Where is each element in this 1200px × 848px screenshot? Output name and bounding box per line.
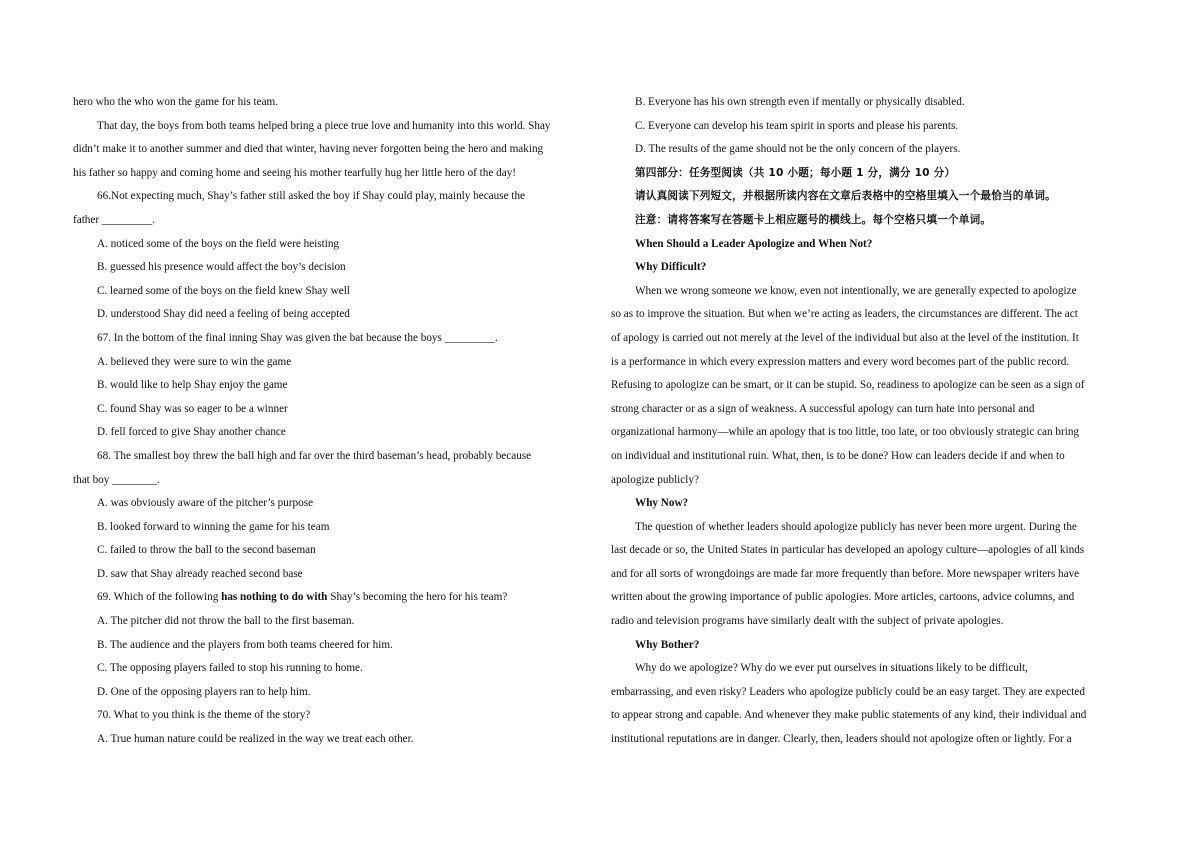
text-line: 70. What to you think is the theme of the story? (97, 709, 311, 722)
text-line: B. would like to help Shay enjoy the game (97, 379, 288, 392)
text-line: didn’t make it to another summer and died that winter, having never forgotten being the hero and making (73, 143, 544, 156)
text-line: 67. In the bottom of the final inning Shay was given the bat because the boys _________. (97, 331, 498, 344)
text-line: embarrassing, and even risky? Leaders who apologize publicly could be an easy target. They are expected (611, 685, 1085, 698)
instruction-line: 注意：请将答案写在答题卡上相应题号的横线上。每个空格只填一个单词。 (635, 213, 992, 226)
q69-bold: has nothing to do with (221, 591, 328, 604)
text-line: to appear strong and capable. And whenever they make public statements of any kind, their individual and (611, 709, 1087, 722)
text-line: When we wrong someone we know, even not intentionally, we are generally expected to apologize (635, 284, 1077, 297)
text-line: radio and television programs have similarly dealt with the subject of private apologies. (611, 615, 1004, 628)
text-line: D. One of the opposing players ran to help him. (97, 685, 311, 698)
text-line: C. found Shay was so eager to be a winner (97, 402, 288, 415)
heading-line: Why Now? (635, 497, 689, 510)
text-line: A. was obviously aware of the pitcher’s purpose (97, 497, 314, 510)
text-line: strong character or as a sign of weakness. A successful apology can turn hate into personal and (611, 402, 1035, 415)
text-line: that boy ________. (73, 473, 160, 486)
q69-before: 69. Which of the following (97, 591, 222, 604)
text-line: Refusing to apologize can be smart, or it can be stupid. So, readiness to apologize can be seen as a sign of (611, 379, 1085, 392)
text-line: 68. The smallest boy threw the ball high and far over the third baseman’s head, probably because (97, 449, 532, 462)
text-line: A. The pitcher did not throw the ball to the first baseman. (97, 615, 355, 628)
text-line: written about the growing importance of public apologies. More articles, cartoons, advice columns, and (611, 591, 1075, 604)
heading-line: Why Difficult? (635, 261, 707, 274)
text-line: C. learned some of the boys on the field knew Shay well (97, 284, 350, 297)
text-line: 66.Not expecting much, Shay’s father still asked the boy if Shay could play, mainly because the (97, 190, 526, 203)
instruction-line: 请认真阅读下列短文，并根据所读内容在文章后表格中的空格里填入一个最恰当的单词。 (635, 190, 1056, 203)
text-line: and for all sorts of wrongdoings are made far more frequently than before. More newspaper writers have (611, 567, 1080, 580)
text-line: A. noticed some of the boys on the field were heisting (97, 237, 340, 250)
right-column (611, 91, 1131, 752)
text-line: on individual and institutional ruin. What, then, is to be done? How can leaders decide if and when to (611, 449, 1065, 462)
text-line: A. True human nature could be realized in the way we treat each other. (97, 733, 414, 746)
text-line: B. guessed his presence would affect the boy’s decision (97, 261, 346, 274)
text-line: his father so happy and coming home and seeing his mother tearfully hug her little hero of the day! (73, 166, 517, 179)
text-line: C. failed to throw the ball to the second baseman (97, 544, 316, 557)
instruction-line: 第四部分：任务型阅读（共 10 小题；每小题 1 分，满分 10 分） (635, 166, 956, 179)
text-line: apologize publicly? (611, 473, 699, 486)
text-line: of apology is carried out not merely at the level of the individual but also at the level of the institution. It (611, 331, 1079, 344)
text-line: institutional reputations are in danger. Clearly, then, leaders should not apologize often or lightly. For a (611, 733, 1072, 746)
text-line: so as to improve the situation. But when we’re acting as leaders, the circumstances are different. The act (611, 308, 1078, 321)
text-line: C. The opposing players failed to stop his running to home. (97, 662, 363, 675)
text-line: Why do we apologize? Why do we ever put ourselves in situations likely to be difficult, (635, 662, 1028, 675)
text-line: A. believed they were sure to win the game (97, 355, 292, 368)
text-line: hero who the who won the game for his team. (73, 96, 279, 108)
text-line: That day, the boys from both teams helped bring a piece true love and humanity into this world. Shay (97, 119, 551, 132)
q69-after: Shay’s becoming the hero for his team? (327, 591, 508, 604)
text-line: organizational harmony—while an apology that is too little, too late, or too obviously strategic can bring (611, 426, 1080, 439)
heading-line: Why Bother? (635, 638, 700, 651)
text-line: B. Everyone has his own strength even if mentally or physically disabled. (635, 96, 965, 108)
text-line: D. understood Shay did need a feeling of being accepted (97, 308, 350, 321)
text-line: father _________. (73, 213, 156, 226)
text-line: B. looked forward to winning the game for his team (97, 520, 330, 533)
question-69 (73, 586, 593, 610)
text-line: The question of whether leaders should apologize publicly has never been more urgent. During the (635, 520, 1077, 533)
text-line: D. fell forced to give Shay another chance (97, 426, 286, 439)
text-line: B. The audience and the players from both teams cheered for him. (97, 638, 393, 651)
text-line: last decade or so, the United States in particular has developed an apology culture—apologies of all kinds (611, 544, 1085, 557)
heading-line: When Should a Leader Apologize and When Not? (635, 237, 873, 250)
text-line: D. saw that Shay already reached second base (97, 567, 303, 580)
text-line: D. The results of the game should not be the only concern of the players. (635, 143, 961, 156)
text-line: C. Everyone can develop his team spirit in sports and please his parents. (635, 119, 959, 132)
left-column (73, 91, 593, 752)
text-line: is a performance in which every expression matters and every word becomes part of the public record. (611, 355, 1070, 368)
